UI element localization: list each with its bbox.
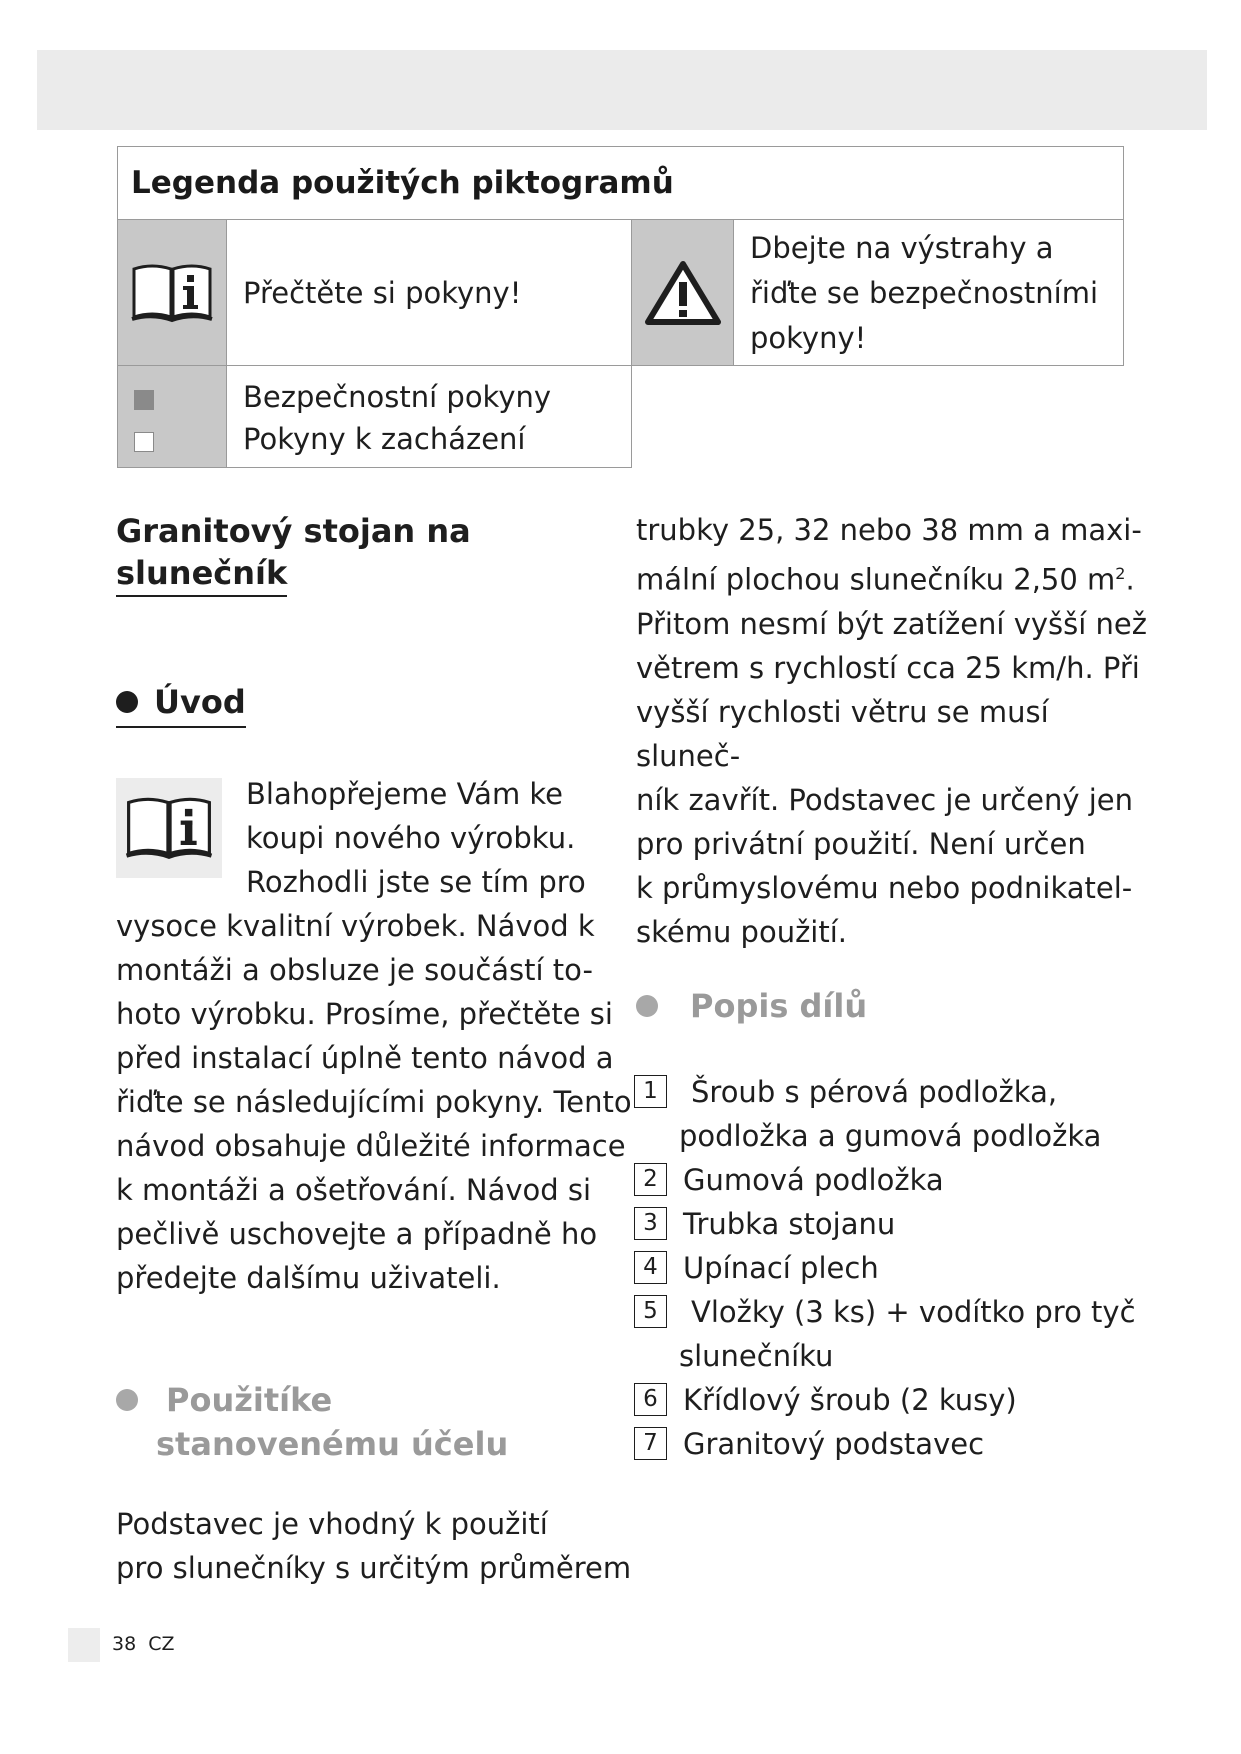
list-item bbox=[634, 1070, 1154, 1158]
intro-wrap-text bbox=[246, 772, 646, 904]
part-number: 7 bbox=[634, 1427, 667, 1460]
book-info-icon bbox=[130, 261, 214, 325]
list-item bbox=[634, 1378, 1154, 1422]
filled-square-icon bbox=[134, 390, 154, 410]
book-info-icon bbox=[124, 794, 214, 862]
part-label: Vložky (3 ks) + vodítko pro tyč bbox=[691, 1295, 1136, 1329]
intro-line: koupi nového výrobku. bbox=[246, 821, 576, 855]
part-label: slunečníku bbox=[679, 1339, 834, 1373]
parts-heading bbox=[636, 984, 867, 1028]
empty-square-icon bbox=[134, 432, 154, 452]
part-number: 6 bbox=[634, 1383, 667, 1416]
intro-line: návod obsahuje důležité informace bbox=[116, 1129, 626, 1163]
page-number: 38 bbox=[112, 1633, 137, 1655]
part-label: Křídlový šroub (2 kusy) bbox=[683, 1383, 1017, 1417]
part-label: Šroub s pérová podložka, bbox=[691, 1075, 1058, 1109]
superscript: 2 bbox=[1115, 564, 1126, 583]
legend-warning-cell bbox=[733, 219, 1124, 366]
header-band bbox=[37, 50, 1207, 130]
intro-line: Blahopřejeme Vám ke bbox=[246, 777, 564, 811]
product-title bbox=[116, 510, 616, 597]
right-line: vyšší rychlosti větru se musí sluneč- bbox=[636, 694, 1049, 773]
bullet-icon bbox=[116, 1389, 138, 1411]
right-line: skému použití. bbox=[636, 914, 848, 949]
intro-heading-wrap bbox=[116, 680, 246, 728]
intro-body bbox=[116, 904, 636, 1300]
list-item bbox=[634, 1422, 1154, 1466]
legend-warning-line: Dbejte na výstrahy a bbox=[750, 231, 1054, 265]
pictogram-legend-table bbox=[117, 146, 1126, 470]
intro-line: předejte dalšímu uživateli. bbox=[116, 1261, 501, 1295]
legend-warning-line: řiďte se bezpečnostními bbox=[750, 276, 1098, 310]
legend-warning-icon-cell bbox=[631, 219, 734, 366]
intended-use-heading-text: stanovenému účelu bbox=[156, 1425, 509, 1463]
intro-line: montáži a obsluze je součástí to- bbox=[116, 953, 593, 987]
part-number: 4 bbox=[634, 1251, 667, 1284]
legend-safety-instructions: Bezpečnostní pokyny bbox=[243, 380, 552, 414]
right-line-text: mální plochou slunečníku 2,50 m bbox=[636, 562, 1116, 597]
legend-title-cell bbox=[117, 146, 1124, 220]
part-label: Gumová podložka bbox=[683, 1163, 944, 1197]
legend-read-instructions: Přečtěte si pokyny! bbox=[243, 275, 522, 310]
list-item bbox=[634, 1202, 1154, 1246]
parts-heading-line bbox=[636, 984, 867, 1028]
right-line: k průmyslovému nebo podnikatel- bbox=[636, 870, 1133, 905]
intended-use-body bbox=[116, 1502, 636, 1590]
intro-line: pečlivě uschovejte a případně ho bbox=[116, 1217, 598, 1251]
intended-use-heading bbox=[116, 1378, 616, 1466]
part-number: 5 bbox=[634, 1295, 667, 1328]
part-label: podložka a gumová podložka bbox=[679, 1119, 1102, 1153]
product-title-line: Granitový stojan na bbox=[116, 512, 471, 550]
intended-use-line: Podstavec je vhodný k použití bbox=[116, 1507, 548, 1541]
right-line: větrem s rychlostí cca 25 km/h. Při bbox=[636, 650, 1140, 685]
intro-line: před instalací úplně tento návod a bbox=[116, 1041, 614, 1075]
right-column-text bbox=[636, 508, 1156, 954]
intro-line: vysoce kvalitní výrobek. Návod k bbox=[116, 909, 595, 943]
language-code: CZ bbox=[148, 1633, 175, 1655]
page-footer bbox=[112, 1633, 175, 1655]
part-number: 3 bbox=[634, 1207, 667, 1240]
right-line: pro privátní použití. Není určen bbox=[636, 826, 1086, 861]
intro-heading bbox=[116, 680, 246, 728]
legend-info-icon-cell bbox=[117, 219, 227, 366]
bullet-icon bbox=[636, 995, 658, 1017]
legend-read-instructions-cell bbox=[226, 219, 632, 366]
list-item bbox=[634, 1290, 1154, 1378]
intro-line: k montáži a ošetřování. Návod si bbox=[116, 1173, 592, 1207]
warning-triangle-icon bbox=[645, 260, 721, 326]
list-item bbox=[634, 1246, 1154, 1290]
intro-info-icon-box bbox=[116, 778, 222, 878]
bullet-icon bbox=[116, 691, 138, 713]
part-number: 2 bbox=[634, 1163, 667, 1196]
right-line: Přitom nesmí být zatížení vyšší než bbox=[636, 606, 1147, 641]
list-item bbox=[634, 1158, 1154, 1202]
left-column bbox=[116, 510, 616, 597]
parts-heading-text: Popis dílů bbox=[690, 987, 868, 1025]
intended-use-line: pro slunečníky s určitým průměrem bbox=[116, 1551, 632, 1585]
intended-use-heading-line bbox=[116, 1378, 616, 1422]
legend-square-icons-cell bbox=[117, 365, 227, 468]
parts-list bbox=[634, 1070, 1154, 1466]
intro-line: Rozhodli jste se tím pro bbox=[246, 865, 586, 899]
product-title-line: slunečník bbox=[116, 552, 287, 597]
intro-line: řiďte se následujícími pokyny. Tento bbox=[116, 1085, 632, 1119]
legend-handling-instructions: Pokyny k zacházení bbox=[243, 422, 526, 456]
intro-line: hoto výrobku. Prosíme, přečtěte si bbox=[116, 997, 613, 1031]
part-label: Granitový podstavec bbox=[683, 1427, 985, 1461]
intended-use-heading-text: Použitíke bbox=[166, 1381, 333, 1419]
part-number: 1 bbox=[634, 1075, 667, 1108]
part-label: Trubka stojanu bbox=[683, 1207, 896, 1241]
right-line bbox=[636, 552, 1156, 602]
legend-instructions-types-cell bbox=[226, 365, 632, 468]
legend-title: Legenda použitých piktogramů bbox=[131, 165, 674, 201]
right-line: ník zavřít. Podstavec je určený jen bbox=[636, 782, 1134, 817]
right-line-end: . bbox=[1125, 562, 1135, 597]
intro-heading-text: Úvod bbox=[154, 683, 246, 721]
right-line: trubky 25, 32 nebo 38 mm a maxi- bbox=[636, 513, 1142, 547]
footer-marker bbox=[68, 1628, 100, 1662]
legend-warning-line: pokyny! bbox=[750, 321, 867, 355]
part-label: Upínací plech bbox=[683, 1251, 879, 1285]
